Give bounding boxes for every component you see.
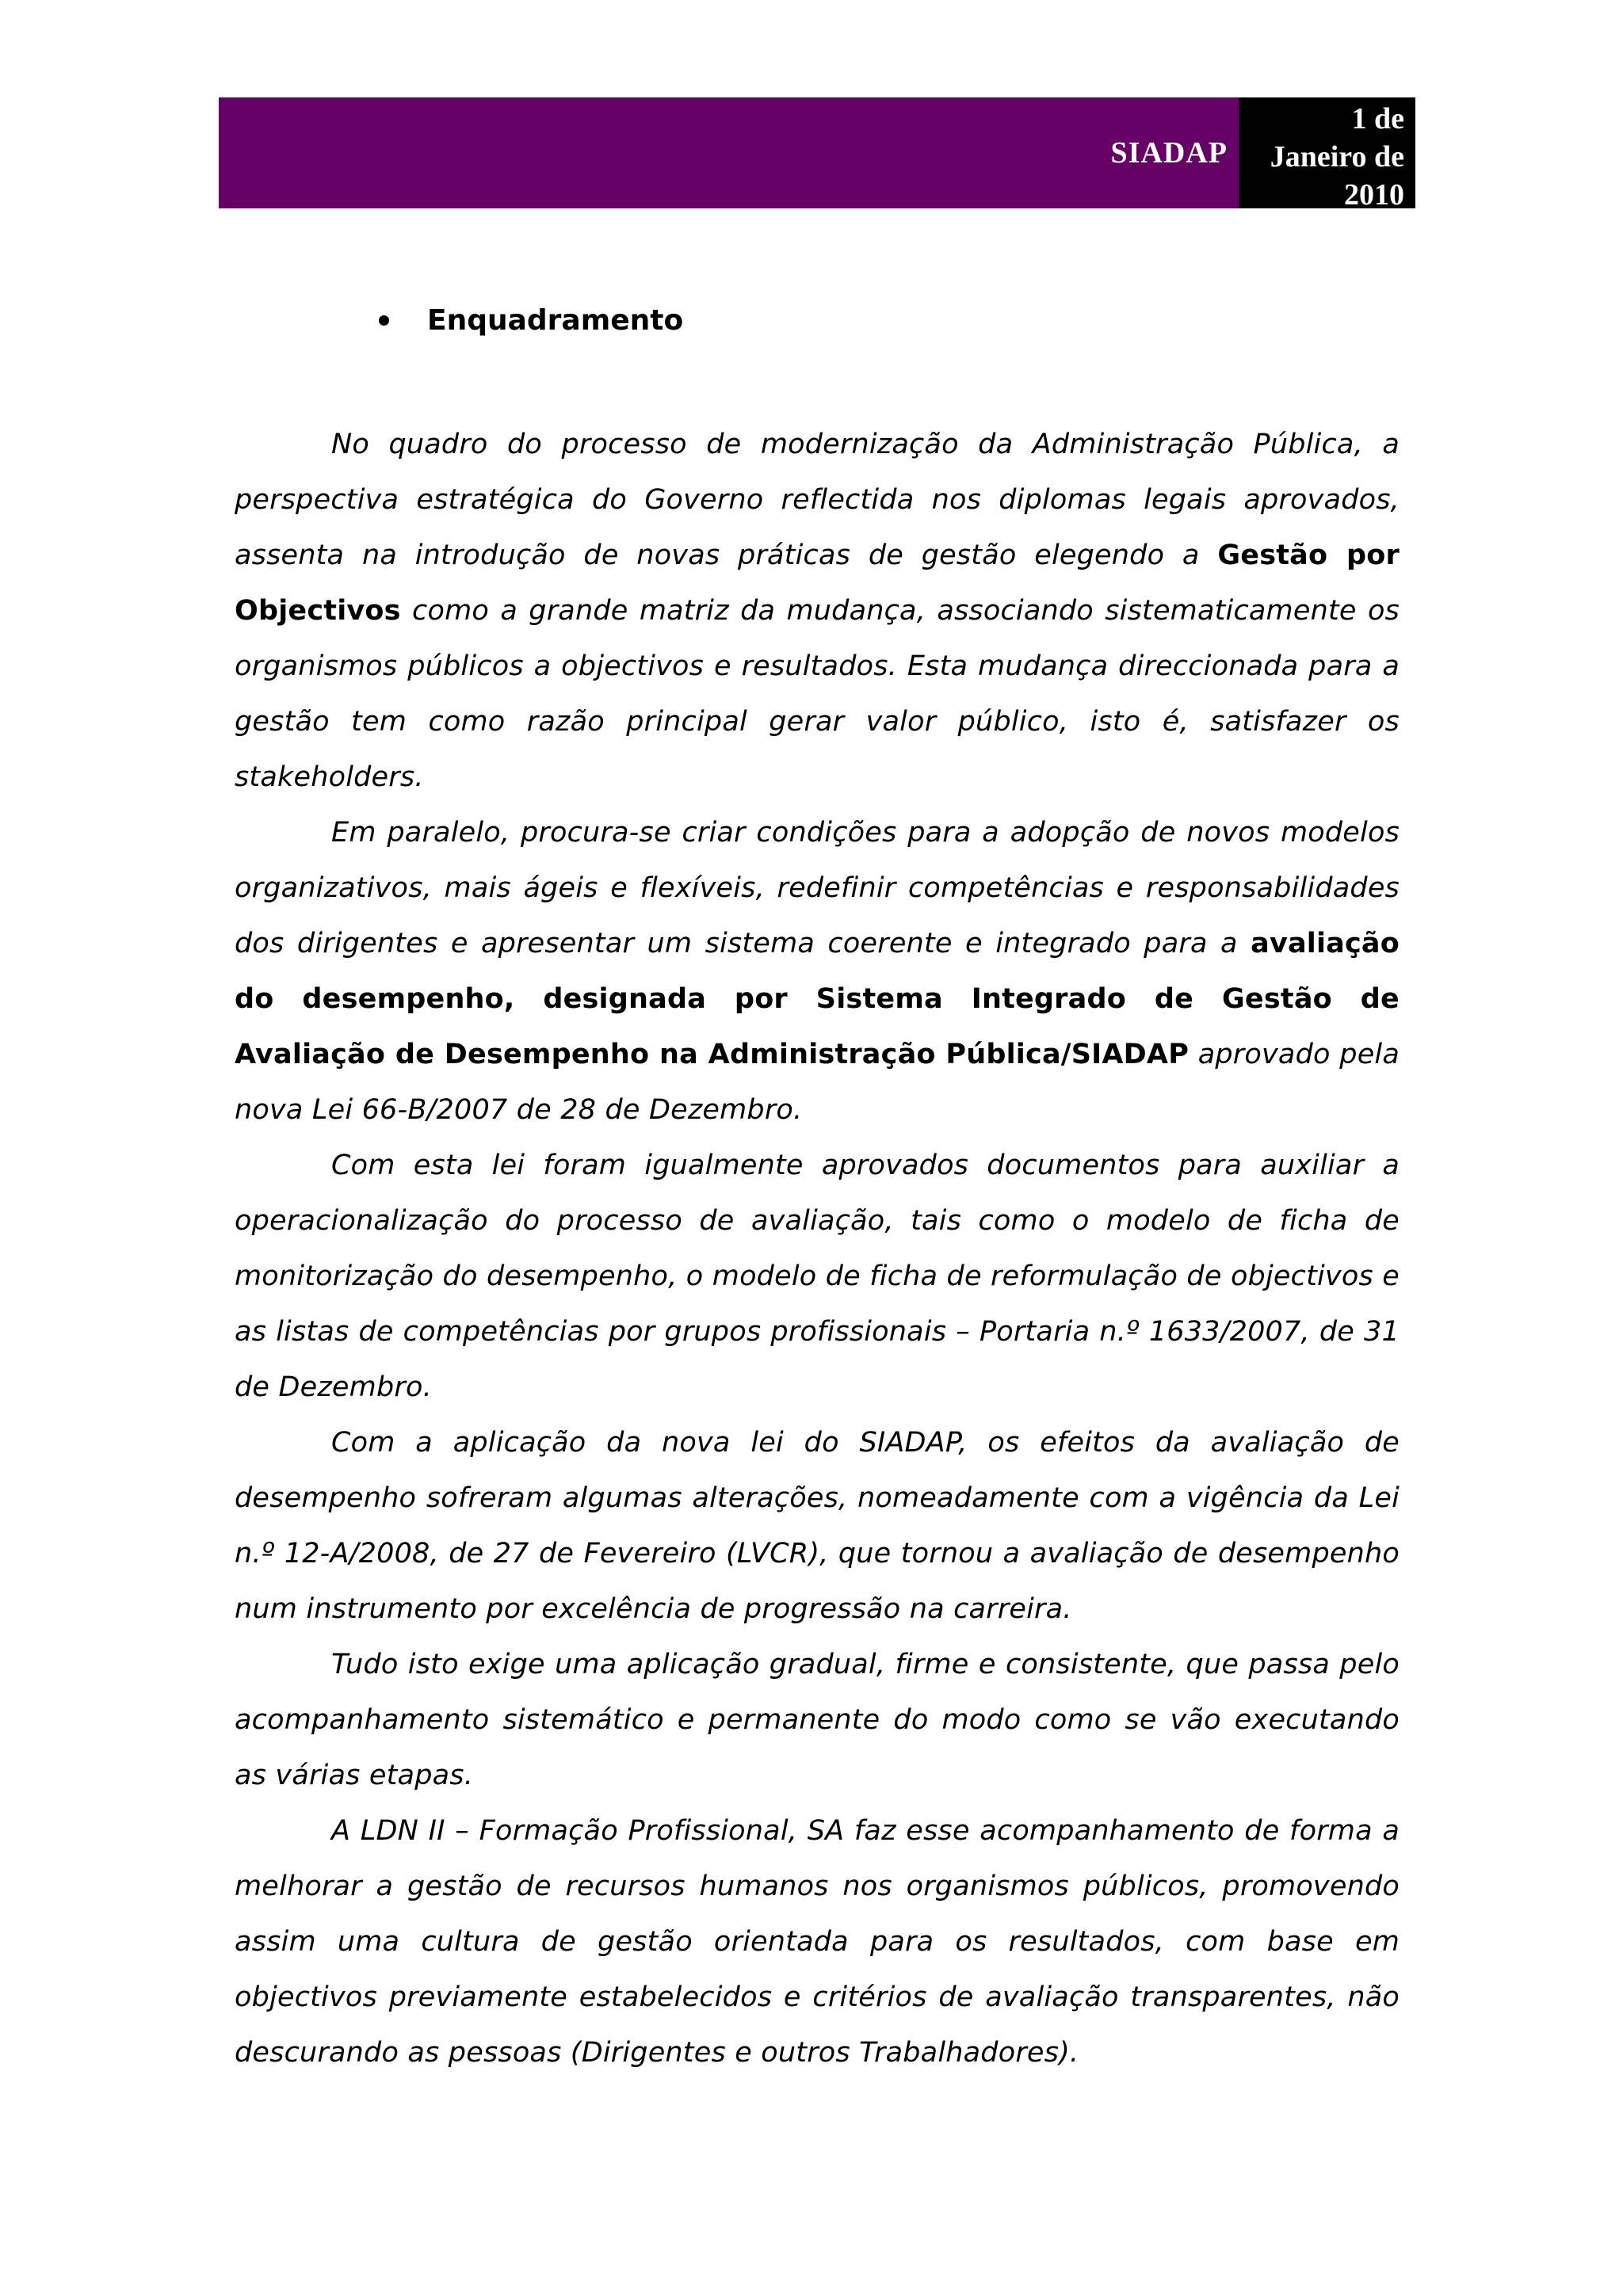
paragraph-6: A LDN II – Formação Profissional, SA faz esse acompanhamento de forma a melhorar a gestão de recursos humanos nos organismos públicos, promovendo assim uma cultura de gestão orientada para os resultados, com base em objectivos previamente estabelecidos e critérios de avaliação transparentes, não descurando as pessoas (Dirigentes e outros Trabalhadores).	[235, 1815, 1400, 2069]
paragraph-1-bold: Gestão por Objectivos	[235, 540, 1400, 627]
header-date-line2: Janeiro de	[1270, 140, 1404, 174]
header-title: SIADAP	[1110, 136, 1228, 170]
paragraph-4: Com a aplicação da nova lei do SIADAP, os efeitos da avaliação de desempenho sofreram algumas alterações, nomeadamente com a vigência da Lei n.º 12-A/2008, de 27 de Fevereiro (LVCR), que tornou a avaliação de desempenho num instrumento por excelência de progressão na carreira.	[235, 1427, 1400, 1625]
body-text	[235, 417, 1400, 2081]
paragraph-2-part-c: aprovado pela nova Lei 66-B/2007 de 28 de Dezembro.	[235, 1039, 1400, 1126]
bullet-icon	[379, 315, 389, 326]
paragraph-1-part-c: como a grande matriz da mudança, associando sistematicamente os organismos públicos a objectivos e resultados. Esta mudança direccionada para a gestão tem como razão principal gerar valor público, isto é, satisfazer os stakeholders.	[235, 595, 1400, 793]
section-heading	[379, 304, 683, 337]
paragraph-2-part-a: Em paralelo, procura-se criar condições para a adopção de novos modelos organizativos, mais ágeis e flexíveis, redefinir competências e responsabilidades dos dirigentes e apresentar um sistema coerente e integrado para a	[235, 817, 1400, 959]
header-date-line3: 2010	[1344, 178, 1404, 212]
paragraph-1-part-a: No quadro do processo de modernização da Administração Pública, a perspectiva estratégica do Governo reflectida nos diplomas legais aprovados, assenta na introdução de novas práticas de gestão elegendo a	[235, 429, 1400, 571]
paragraph-2-bold: avaliação do desempenho, designada por Sistema Integrado de Gestão de Avaliação de Desempenho na Administração Pública/SIADAP	[235, 928, 1400, 1070]
paragraph-5: Tudo isto exige uma aplicação gradual, firme e consistente, que passa pelo acompanhamento sistemático e permanente do modo como se vão executando as várias etapas.	[235, 1649, 1400, 1791]
paragraph-3: Com esta lei foram igualmente aprovados documentos para auxiliar a operacionalização do processo de avaliação, tais como o modelo de ficha de monitorização do desempenho, o modelo de ficha de reformulação de objectivos e as listas de competências por grupos profissionais – Portaria n.º 1633/2007, de 31 de Dezembro.	[235, 1150, 1400, 1403]
header-date-line1: 1 de	[1351, 102, 1404, 135]
header-band	[219, 97, 1239, 208]
header-date-box	[1239, 97, 1415, 212]
section-heading-text: Enquadramento	[427, 304, 684, 337]
paragraph-2	[235, 805, 1400, 1138]
paragraph-1	[235, 417, 1400, 805]
